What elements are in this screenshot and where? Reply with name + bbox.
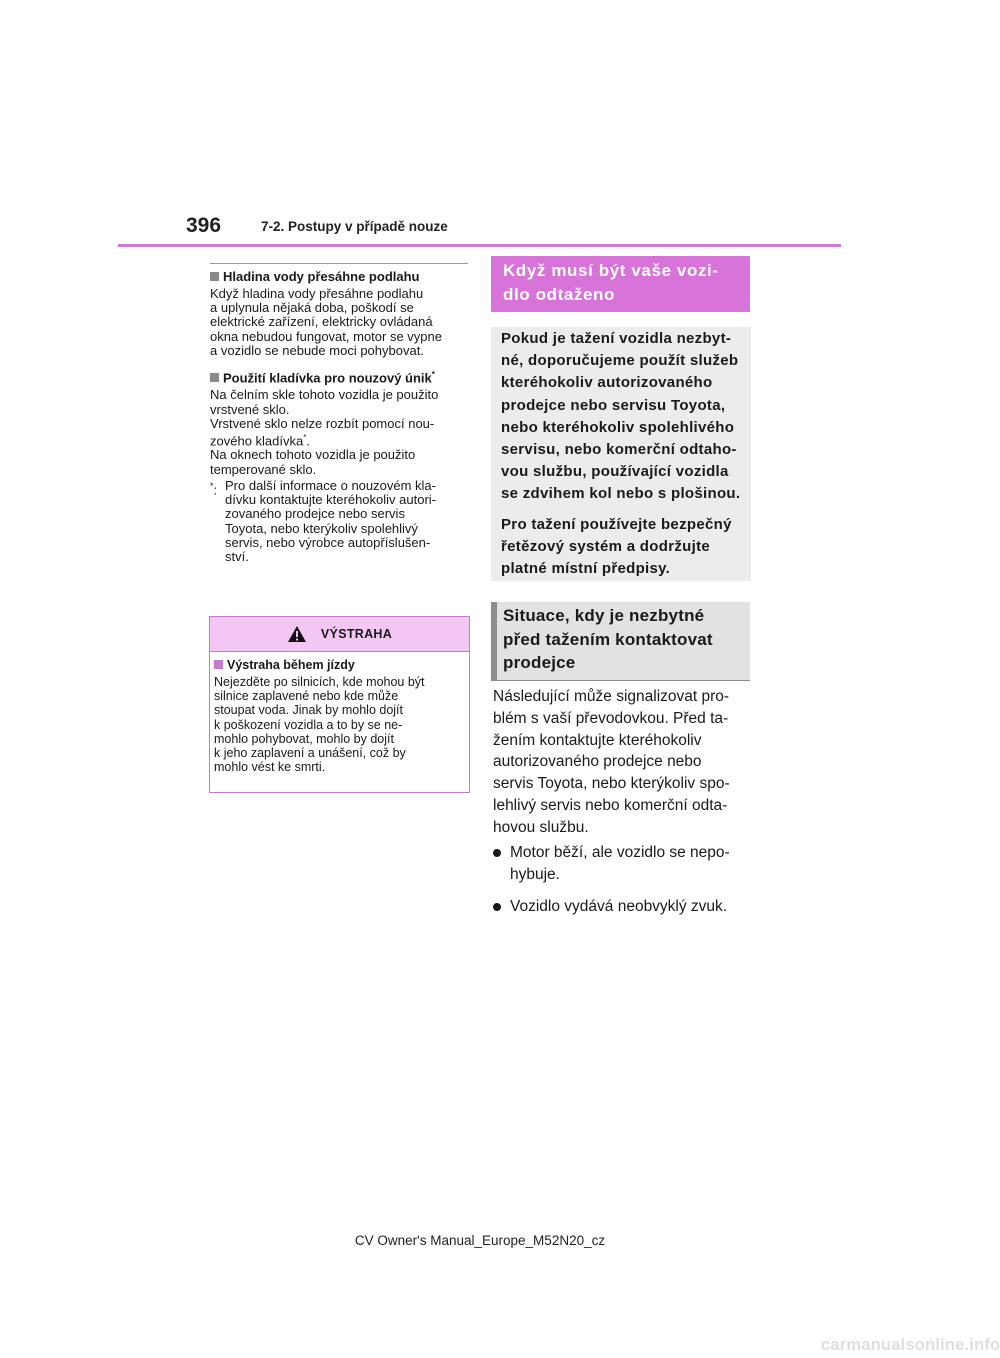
bullet-dot-icon (493, 903, 501, 911)
square-bullet-icon (210, 272, 219, 281)
square-bullet-icon (210, 373, 219, 382)
section-water-level-title: Hladina vody přesáhne podlahu (223, 269, 420, 284)
warning-label: VÝSTRAHA (320, 627, 393, 641)
section-hammer-title: Použití kladívka pro nouzový únik (223, 370, 432, 386)
towing-info-box (491, 327, 751, 581)
footnote-text: Pro další informace o nouzovém kla- dívku kontaktujte kteréhokoliv autori- zovaného prodejce nebo servis Toyota, nebo kterýkoliv spolehlivý servis, nebo výrobce autopříslušen- ství. (225, 477, 436, 564)
subheading-rule (491, 680, 750, 681)
section-hammer-text-2: Na oknech tohoto vozidla je použito temperované sklo. (210, 447, 416, 477)
laminated-glass-text: Na čelním skle tohoto vozidla je použito vrstvené sklo. Vrstvené sklo nelze rozbít pomocí nou- zového kladívka (210, 387, 439, 449)
footnote (210, 479, 468, 564)
asterisk-mark: * (303, 432, 307, 442)
warning-title: Výstraha během jízdy (227, 658, 355, 672)
footnote-mark (210, 479, 225, 564)
warning-box (209, 616, 470, 793)
header-rule (118, 244, 841, 247)
square-bullet-icon (214, 660, 223, 669)
site-watermark: carmanualsonline.info (821, 1336, 1000, 1354)
section-hammer-text-1 (210, 388, 468, 448)
list-item (493, 842, 749, 886)
list-item-text: Motor běží, ale vozidlo se nepo- hybuje. (510, 844, 730, 883)
section-hammer-heading (210, 367, 468, 386)
transmission-body-text: Následující může signalizovat pro- blém s vaší převodovkou. Před ta- žením kontaktujte kteréhokoliv autorizovaného prodejce nebo servis Toyota, nebo kterýkoliv spo- lehlivý servis nebo komerční odta- hovou službu. (493, 688, 730, 836)
warning-body (210, 652, 469, 774)
bullet-dot-icon (493, 849, 501, 857)
towing-heading: Když musí být vaše vozi- dlo odtaženo (491, 256, 750, 312)
warning-header (210, 617, 469, 652)
page-number: 396 (186, 214, 222, 237)
warning-heading (214, 657, 464, 673)
spacer (210, 358, 468, 367)
towing-info-para-2: Pro tažení používejte bezpečný řetězový systém a dodržujte platné místní předpisy. (501, 515, 732, 578)
warning-triangle-icon (287, 625, 307, 643)
period: . (306, 433, 310, 449)
towing-info-para-1: Pokud je tažení vozidla nezbyt- né, doporučujeme použít služeb kteréhokoliv autorizovaného prodejce nebo servisu Toyota, nebo kteréhokoliv spolehlivého servisu, nebo komerční odtaho- vou službu, používající vozidla se zdvihem kol nebo s plošinou. (501, 330, 741, 503)
left-column (210, 263, 468, 564)
asterisk-mark: * (431, 370, 435, 380)
asterisk-mark: * (210, 480, 214, 491)
symptom-list (493, 842, 749, 927)
section-water-level-heading (210, 269, 468, 285)
chapter-title: 7-2. Postupy v případě nouze (261, 219, 448, 234)
footnote-colon: : (213, 482, 218, 498)
warning-text: Nejezděte po silnicích, kde mohou být silnice zaplavené nebo kde může stoupat voda. Jinak by mohlo dojít k poškození vozidla a to by se ne- mohlo pohybovat, mohlo by dojít k jeho zaplavení a unášení, což by mohlo vést ke smrti. (214, 675, 425, 775)
manual-footer: CV Owner's Manual_Europe_M52N20_cz (354, 1233, 606, 1248)
section-top-rule (210, 263, 468, 264)
section-water-level-text: Když hladina vody přesáhne podlahu a uplynula nějaká doba, poškodí se elektrické zařízení, elektricky ovládaná okna nebudou fungovat, motor se vypne a vozidlo se nebude moci pohybovat. (210, 286, 442, 358)
list-item-text: Vozidlo vydává neobvyklý zvuk. (510, 897, 728, 915)
dealer-contact-subheading: Situace, kdy je nezbytné před tažením kontaktovat prodejce (491, 602, 750, 680)
list-item (493, 896, 749, 918)
